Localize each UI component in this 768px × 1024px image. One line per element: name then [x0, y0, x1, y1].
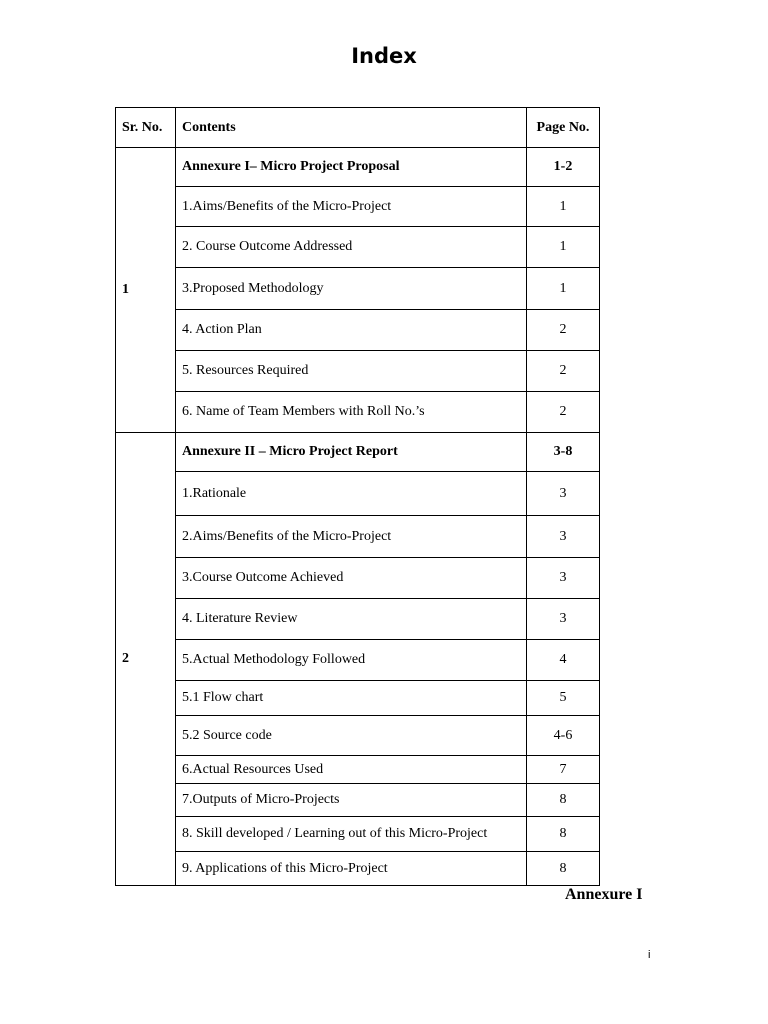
table-row	[116, 558, 600, 599]
section-number: 1	[116, 148, 176, 433]
content-item: 5.Actual Methodology Followed	[176, 640, 527, 681]
annexure-label: Annexure I	[565, 886, 643, 903]
page-ref: 3-8	[527, 433, 600, 472]
content-item: 2. Course Outcome Addressed	[176, 227, 527, 268]
table-row	[116, 756, 600, 784]
page-ref: 3	[527, 558, 600, 599]
page-ref: 2	[527, 392, 600, 433]
content-item: 4. Literature Review	[176, 599, 527, 640]
table-row	[116, 351, 600, 392]
table-row	[116, 681, 600, 716]
content-item: 3.Course Outcome Achieved	[176, 558, 527, 599]
content-item: 4. Action Plan	[176, 310, 527, 351]
page-ref: 5	[527, 681, 600, 716]
header-sr-no: Sr. No.	[116, 108, 176, 148]
section-heading: Annexure I– Micro Project Proposal	[176, 148, 527, 187]
table-row	[116, 716, 600, 756]
table-row	[116, 640, 600, 681]
content-item: 9. Applications of this Micro-Project	[176, 852, 527, 886]
table-row	[116, 516, 600, 558]
table-row	[116, 433, 600, 472]
content-item: 5. Resources Required	[176, 351, 527, 392]
table-row	[116, 310, 600, 351]
table-body	[116, 148, 600, 886]
index-table	[115, 107, 600, 886]
table-row	[116, 227, 600, 268]
page-title: Index	[351, 44, 417, 68]
header-page-no: Page No.	[527, 108, 600, 148]
content-item: 5.1 Flow chart	[176, 681, 527, 716]
table-row	[116, 268, 600, 310]
table-row	[116, 599, 600, 640]
page-ref: 3	[527, 516, 600, 558]
section-heading: Annexure II – Micro Project Report	[176, 433, 527, 472]
page-ref: 8	[527, 817, 600, 852]
content-item: 3.Proposed Methodology	[176, 268, 527, 310]
table-row	[116, 472, 600, 516]
content-item: 5.2 Source code	[176, 716, 527, 756]
page-ref: 3	[527, 599, 600, 640]
table-row	[116, 784, 600, 817]
table-row	[116, 148, 600, 187]
page-ref: 7	[527, 756, 600, 784]
table-row	[116, 817, 600, 852]
page-ref: 2	[527, 351, 600, 392]
page-ref: 2	[527, 310, 600, 351]
table-header-row	[116, 108, 600, 148]
page-ref: 8	[527, 852, 600, 886]
table-row	[116, 187, 600, 227]
page-ref: 1	[527, 187, 600, 227]
section-number: 2	[116, 433, 176, 886]
content-item: 6. Name of Team Members with Roll No.’s	[176, 392, 527, 433]
content-item: 7.Outputs of Micro-Projects	[176, 784, 527, 817]
page-ref: 1-2	[527, 148, 600, 187]
content-item: 1.Aims/Benefits of the Micro-Project	[176, 187, 527, 227]
page-ref: 3	[527, 472, 600, 516]
page-ref: 4-6	[527, 716, 600, 756]
page-ref: 4	[527, 640, 600, 681]
header-contents: Contents	[176, 108, 527, 148]
table-row	[116, 852, 600, 886]
table-row	[116, 392, 600, 433]
page-number: i	[648, 949, 651, 961]
page-ref: 1	[527, 227, 600, 268]
content-item: 1.Rationale	[176, 472, 527, 516]
page-ref: 1	[527, 268, 600, 310]
content-item: 8. Skill developed / Learning out of this Micro-Project	[176, 817, 527, 852]
page-ref: 8	[527, 784, 600, 817]
content-item: 6.Actual Resources Used	[176, 756, 527, 784]
content-item: 2.Aims/Benefits of the Micro-Project	[176, 516, 527, 558]
